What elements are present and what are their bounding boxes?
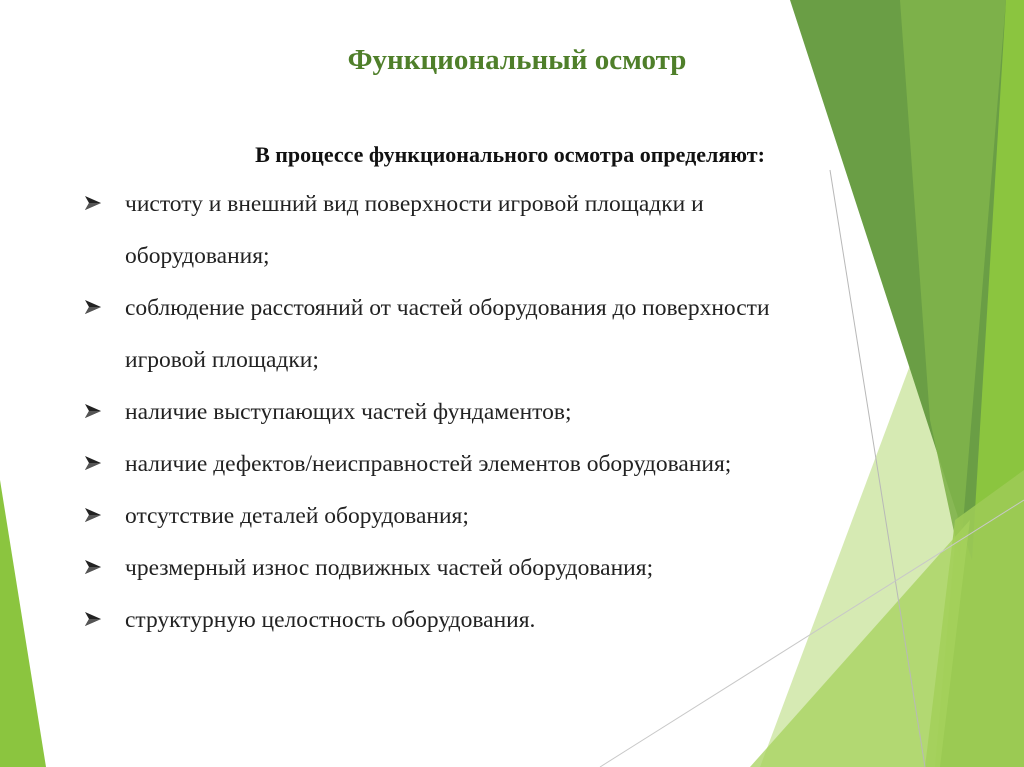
bullet-text: наличие выступающих частей фундаментов; bbox=[125, 399, 572, 425]
bullet-list bbox=[82, 178, 842, 646]
arrowhead-bullet-icon bbox=[84, 178, 106, 230]
arrowhead-bullet-icon bbox=[84, 594, 106, 646]
slide-subtitle: В процессе функционального осмотра определяют: bbox=[255, 142, 765, 167]
bullet-item bbox=[82, 490, 842, 542]
arrowhead-bullet-icon bbox=[84, 490, 106, 542]
bullet-item bbox=[82, 282, 842, 386]
slide-title: Функциональный осмотр bbox=[347, 44, 687, 76]
arrowhead-bullet-icon bbox=[84, 438, 106, 490]
bullet-text: отсутствие деталей оборудования; bbox=[125, 503, 469, 529]
bullet-text: чрезмерный износ подвижных частей оборудования; bbox=[125, 555, 654, 581]
arrowhead-bullet-icon bbox=[84, 542, 106, 594]
arrowhead-bullet-icon bbox=[84, 386, 106, 438]
bullet-item bbox=[82, 386, 842, 438]
arrowhead-bullet-icon bbox=[84, 282, 106, 334]
bullet-item bbox=[82, 438, 842, 490]
bullet-text: структурную целостность оборудования. bbox=[125, 607, 536, 633]
bullet-text: наличие дефектов/неисправностей элементов оборудования; bbox=[125, 451, 732, 477]
bullet-text: чистоту и внешний вид поверхности игровой площадки и оборудования; bbox=[125, 191, 704, 269]
bullet-item bbox=[82, 178, 842, 282]
bullet-item bbox=[82, 594, 842, 646]
bullet-text: соблюдение расстояний от частей оборудования до поверхности игровой площадки; bbox=[125, 295, 770, 373]
bullet-item bbox=[82, 542, 842, 594]
